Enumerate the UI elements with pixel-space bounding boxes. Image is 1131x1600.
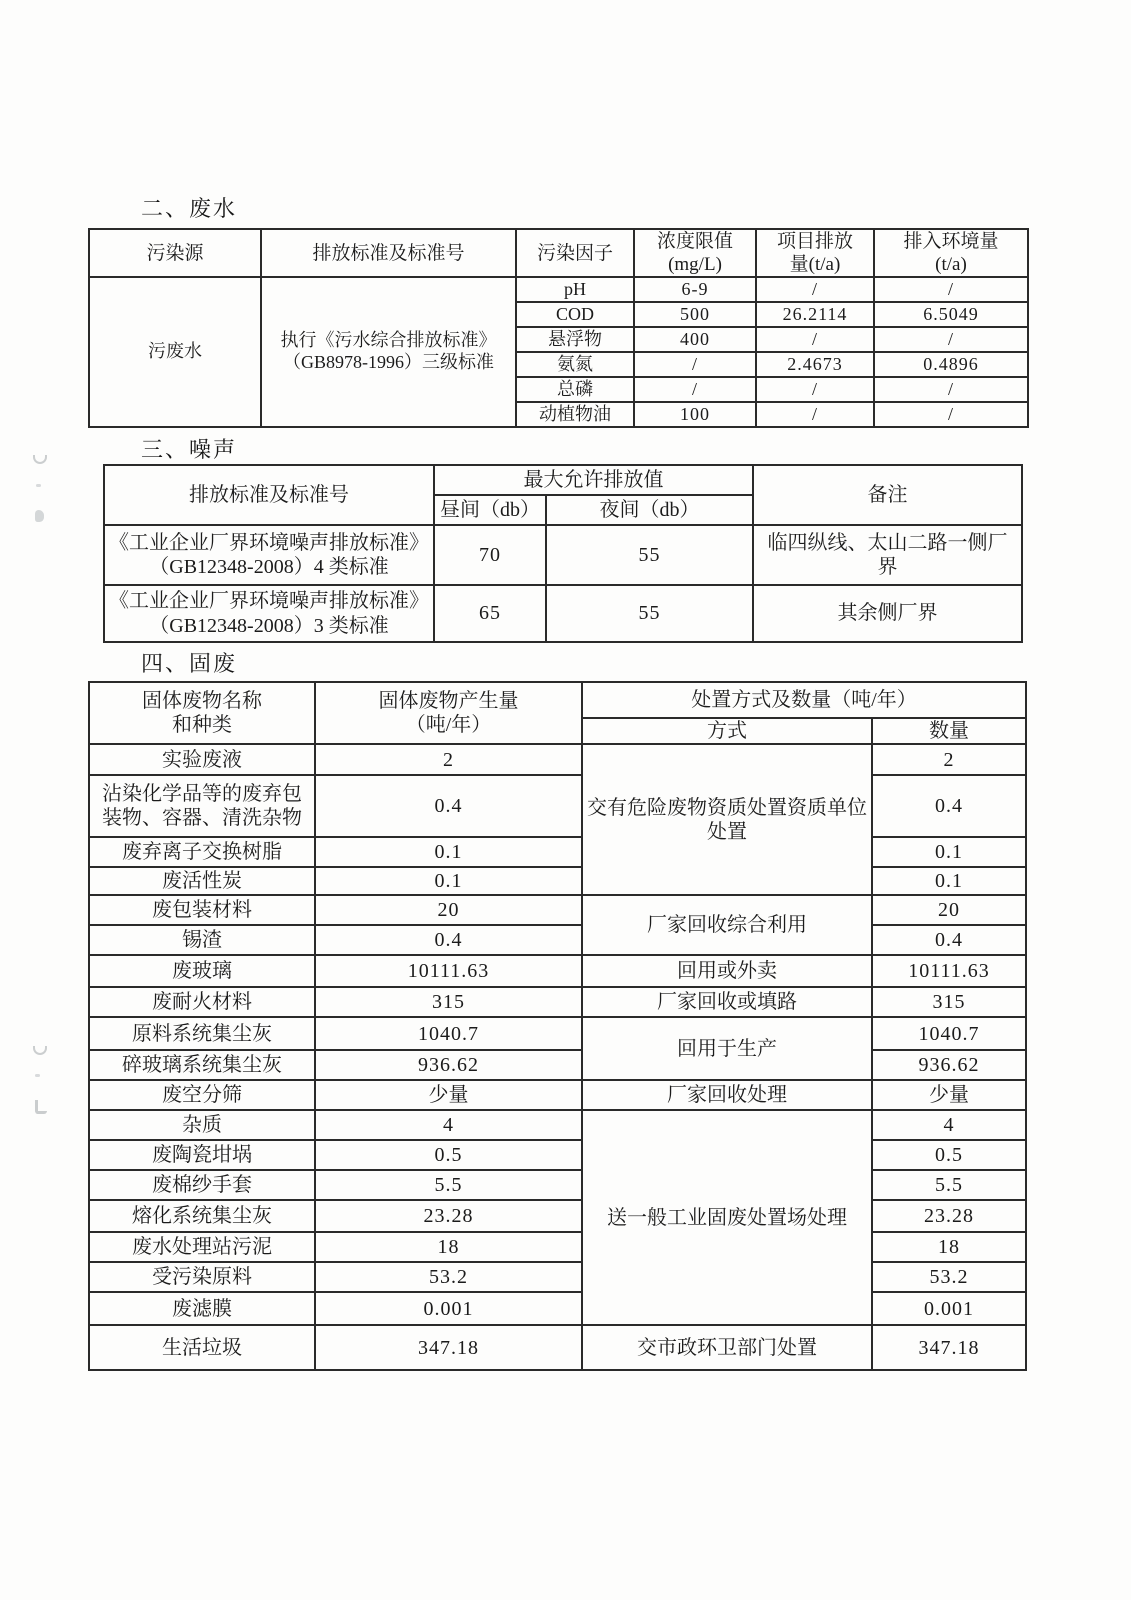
header-line: 浓度限值 <box>656 231 733 252</box>
scan-smudge <box>35 1100 47 1114</box>
table-row <box>89 1232 1026 1262</box>
disposal-method-cell: 交有危险废物资质处置资质单位处置 <box>582 744 872 895</box>
table-row <box>89 1200 1026 1232</box>
limit-cell: 6-9 <box>634 277 756 302</box>
waste-amount-cell: 4 <box>315 1110 582 1140</box>
waste-name-cell: 原料系统集尘灰 <box>89 1017 315 1050</box>
pollution-source-cell: 污废水 <box>89 277 261 427</box>
col-header-waste-name <box>89 682 315 744</box>
noise-standard-cell: 《工业企业厂界环境噪声排放标准》（GB12348-2008）4 类标准 <box>104 525 434 585</box>
disposal-quantity-cell: 936.62 <box>872 1050 1026 1080</box>
table-row <box>89 987 1026 1017</box>
table-row <box>89 925 1026 955</box>
disposal-method-cell: 厂家回收综合利用 <box>582 895 872 955</box>
scan-smudge <box>35 1074 40 1077</box>
col-header-waste-amount <box>315 682 582 744</box>
limit-cell: / <box>634 352 756 377</box>
factor-cell: 氨氮 <box>516 352 634 377</box>
col-header-nighttime: 夜间（db） <box>546 495 753 525</box>
waste-amount-cell: 10111.63 <box>315 955 582 987</box>
waste-amount-cell: 20 <box>315 895 582 925</box>
disposal-method-cell: 送一般工业固废处置场处理 <box>582 1110 872 1325</box>
table-row <box>89 1140 1026 1170</box>
project-cell: 2.4673 <box>756 352 874 377</box>
disposal-quantity-cell: 0.5 <box>872 1140 1026 1170</box>
noise-standard-cell: 《工业企业厂界环境噪声排放标准》（GB12348-2008）3 类标准 <box>104 585 434 642</box>
table-row <box>89 1080 1026 1110</box>
wastewater-table <box>88 228 1029 428</box>
limit-cell: 400 <box>634 327 756 352</box>
waste-name-cell: 废玻璃 <box>89 955 315 987</box>
col-header-max-allowed: 最大允许排放值 <box>434 465 753 495</box>
project-cell: / <box>756 402 874 427</box>
table-row <box>89 867 1026 895</box>
waste-amount-cell: 347.18 <box>315 1325 582 1370</box>
waste-amount-cell: 0.4 <box>315 925 582 955</box>
waste-amount-cell: 0.5 <box>315 1140 582 1170</box>
table-row <box>89 775 1026 837</box>
table-row <box>89 1325 1026 1370</box>
wastewater-header-row <box>89 229 1028 277</box>
waste-name-cell: 杂质 <box>89 1110 315 1140</box>
daytime-value-cell: 70 <box>434 525 546 585</box>
table-row <box>89 277 1028 302</box>
disposal-quantity-cell: 0.1 <box>872 867 1026 895</box>
col-header-quantity: 数量 <box>872 718 1026 744</box>
disposal-quantity-cell: 5.5 <box>872 1170 1026 1200</box>
env-cell: / <box>874 402 1028 427</box>
header-line: (mg/L) <box>668 254 722 276</box>
env-cell: 0.4896 <box>874 352 1028 377</box>
col-header-project-emission <box>756 229 874 277</box>
scan-smudge <box>33 455 47 464</box>
disposal-quantity-cell: 2 <box>872 744 1026 775</box>
waste-name-cell: 废包装材料 <box>89 895 315 925</box>
daytime-value-cell: 65 <box>434 585 546 642</box>
table-row <box>89 895 1026 925</box>
factor-cell: 总磷 <box>516 377 634 402</box>
waste-amount-cell: 23.28 <box>315 1200 582 1232</box>
waste-name-cell: 废弃离子交换树脂 <box>89 837 315 867</box>
project-cell: 26.2114 <box>756 302 874 327</box>
waste-name-cell: 熔化系统集尘灰 <box>89 1200 315 1232</box>
waste-amount-cell: 0.4 <box>315 775 582 837</box>
noise-table <box>103 464 1023 643</box>
table-row <box>104 525 1022 585</box>
waste-amount-cell: 少量 <box>315 1080 582 1110</box>
waste-name-cell: 碎玻璃系统集尘灰 <box>89 1050 315 1080</box>
remark-cell: 临四纵线、太山二路一侧厂界 <box>753 525 1022 585</box>
disposal-quantity-cell: 315 <box>872 987 1026 1017</box>
disposal-quantity-cell: 4 <box>872 1110 1026 1140</box>
nighttime-value-cell: 55 <box>546 525 753 585</box>
col-header-factor: 污染因子 <box>516 229 634 277</box>
disposal-quantity-cell: 23.28 <box>872 1200 1026 1232</box>
env-cell: / <box>874 277 1028 302</box>
waste-amount-cell: 0.1 <box>315 867 582 895</box>
col-header-method: 方式 <box>582 718 872 744</box>
header-line: 排入环境量 <box>903 231 999 252</box>
waste-name-cell: 废陶瓷坩埚 <box>89 1140 315 1170</box>
table-row <box>89 1262 1026 1292</box>
table-row <box>89 1017 1026 1050</box>
table-row <box>89 1292 1026 1325</box>
col-header-disposal: 处置方式及数量（吨/年） <box>582 682 1026 718</box>
col-header-remark: 备注 <box>753 465 1022 525</box>
disposal-quantity-cell: 0.4 <box>872 925 1026 955</box>
table-row <box>89 744 1026 775</box>
waste-amount-cell: 53.2 <box>315 1262 582 1292</box>
waste-name-cell: 废棉纱手套 <box>89 1170 315 1200</box>
table-row <box>89 955 1026 987</box>
factor-cell: pH <box>516 277 634 302</box>
waste-amount-cell: 18 <box>315 1232 582 1262</box>
disposal-quantity-cell: 0.1 <box>872 837 1026 867</box>
waste-name-cell: 实验废液 <box>89 744 315 775</box>
disposal-quantity-cell: 0.4 <box>872 775 1026 837</box>
section-heading-solid-waste: 四、固废 <box>141 651 238 676</box>
factor-cell: COD <box>516 302 634 327</box>
header-line: 和种类 <box>172 714 232 737</box>
section-heading-wastewater: 二、废水 <box>141 196 238 221</box>
scan-smudge <box>36 484 41 487</box>
solid-waste-table <box>88 681 1027 1371</box>
limit-cell: / <box>634 377 756 402</box>
disposal-method-cell: 回用或外卖 <box>582 955 872 987</box>
env-cell: / <box>874 327 1028 352</box>
waste-name-cell: 生活垃圾 <box>89 1325 315 1370</box>
disposal-quantity-cell: 347.18 <box>872 1325 1026 1370</box>
header-line: （吨/年） <box>405 714 492 737</box>
table-row <box>104 585 1022 642</box>
col-header-env-amount <box>874 229 1028 277</box>
disposal-quantity-cell: 20 <box>872 895 1026 925</box>
col-header-limit <box>634 229 756 277</box>
waste-name-cell: 受污染原料 <box>89 1262 315 1292</box>
waste-name-cell: 沾染化学品等的废弃包装物、容器、清洗杂物 <box>89 775 315 837</box>
table-row <box>89 1050 1026 1080</box>
env-cell: / <box>874 377 1028 402</box>
noise-header-row <box>104 465 1022 495</box>
waste-amount-cell: 1040.7 <box>315 1017 582 1050</box>
header-line: 项目排放 <box>776 231 853 252</box>
section-heading-noise: 三、噪声 <box>141 437 238 462</box>
header-line: (t/a) <box>935 254 967 276</box>
limit-cell: 100 <box>634 402 756 427</box>
waste-name-cell: 废水处理站污泥 <box>89 1232 315 1262</box>
waste-name-cell: 废活性炭 <box>89 867 315 895</box>
table-row <box>89 1110 1026 1140</box>
disposal-method-cell: 厂家回收处理 <box>582 1080 872 1110</box>
waste-name-cell: 废空分筛 <box>89 1080 315 1110</box>
project-cell: / <box>756 277 874 302</box>
waste-name-cell: 废耐火材料 <box>89 987 315 1017</box>
project-cell: / <box>756 327 874 352</box>
disposal-method-cell: 回用于生产 <box>582 1017 872 1080</box>
disposal-method-cell: 交市政环卫部门处置 <box>582 1325 872 1370</box>
waste-amount-cell: 936.62 <box>315 1050 582 1080</box>
remark-cell: 其余侧厂界 <box>753 585 1022 642</box>
disposal-quantity-cell: 0.001 <box>872 1292 1026 1325</box>
standard-cell: 执行《污水综合排放标准》（GB8978-1996）三级标准 <box>261 277 516 427</box>
disposal-method-cell: 厂家回收或填路 <box>582 987 872 1017</box>
scan-smudge <box>35 510 44 522</box>
table-row <box>89 1170 1026 1200</box>
disposal-quantity-cell: 少量 <box>872 1080 1026 1110</box>
header-line: 固体废物名称 <box>142 689 262 712</box>
disposal-quantity-cell: 1040.7 <box>872 1017 1026 1050</box>
col-header-noise-standard: 排放标准及标准号 <box>104 465 434 525</box>
waste-amount-cell: 2 <box>315 744 582 775</box>
waste-amount-cell: 0.001 <box>315 1292 582 1325</box>
solid-waste-header-row <box>89 682 1026 718</box>
waste-amount-cell: 0.1 <box>315 837 582 867</box>
table-row <box>89 837 1026 867</box>
header-line: 固体废物产生量 <box>378 689 519 712</box>
waste-name-cell: 废滤膜 <box>89 1292 315 1325</box>
scan-smudge <box>33 1046 47 1055</box>
factor-cell: 动植物油 <box>516 402 634 427</box>
waste-name-cell: 锡渣 <box>89 925 315 955</box>
header-line: 量(t/a) <box>789 254 841 276</box>
disposal-quantity-cell: 18 <box>872 1232 1026 1262</box>
factor-cell: 悬浮物 <box>516 327 634 352</box>
limit-cell: 500 <box>634 302 756 327</box>
waste-amount-cell: 315 <box>315 987 582 1017</box>
waste-amount-cell: 5.5 <box>315 1170 582 1200</box>
disposal-quantity-cell: 10111.63 <box>872 955 1026 987</box>
disposal-quantity-cell: 53.2 <box>872 1262 1026 1292</box>
col-header-daytime: 昼间（db） <box>434 495 546 525</box>
project-cell: / <box>756 377 874 402</box>
env-cell: 6.5049 <box>874 302 1028 327</box>
col-header-pollution-source: 污染源 <box>89 229 261 277</box>
nighttime-value-cell: 55 <box>546 585 753 642</box>
col-header-standard: 排放标准及标准号 <box>261 229 516 277</box>
